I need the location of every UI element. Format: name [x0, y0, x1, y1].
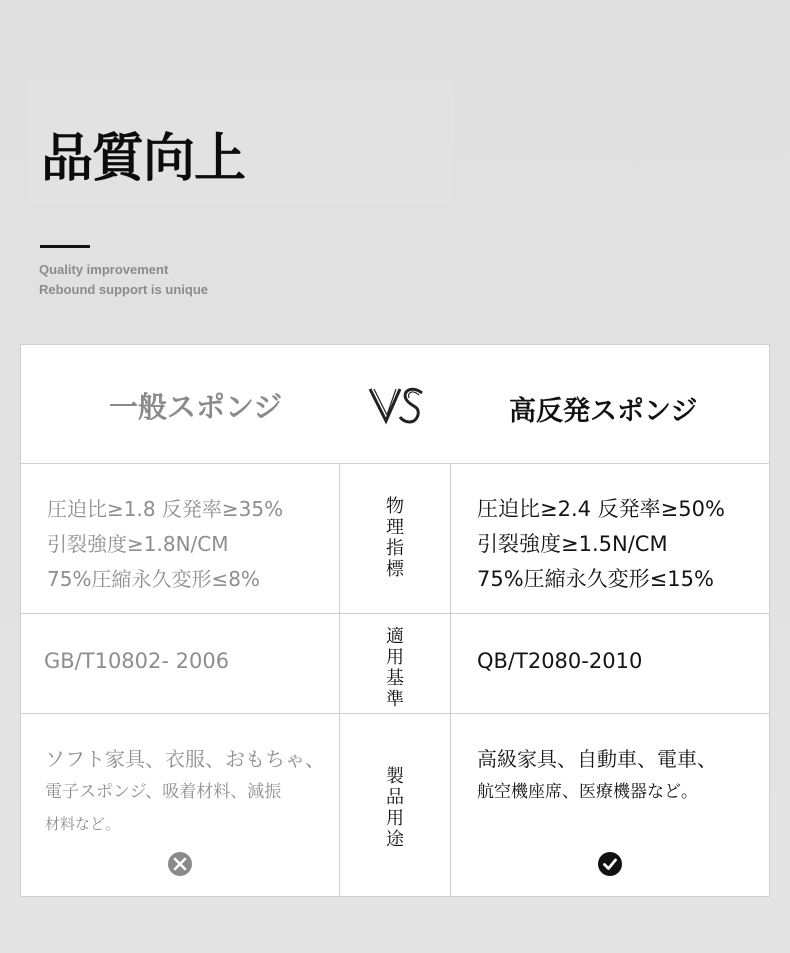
subtitle-line-1: Quality improvement	[39, 262, 169, 277]
divider	[21, 463, 769, 464]
right-standard	[477, 649, 642, 673]
divider	[339, 463, 340, 897]
right-heading: 高反発スポンジ	[509, 396, 698, 427]
usage-line: ソフト家具、衣服、おもちゃ、	[45, 747, 325, 771]
left-heading: 一般スポンジ	[109, 390, 283, 424]
vs-logo	[368, 383, 426, 429]
divider	[21, 713, 769, 714]
category-standard: 適用基準	[386, 626, 404, 710]
x-circle-icon	[168, 852, 192, 876]
spec-line: 引裂強度≥1.5N/CM	[477, 532, 668, 556]
spec-line: 圧迫比≥1.8 反発率≥35%	[47, 497, 284, 521]
spec-line: 引裂強度≥1.8N/CM	[47, 532, 229, 556]
title-underline	[40, 245, 90, 248]
right-physical-spec	[477, 493, 725, 598]
category-physical: 物理指標	[386, 496, 404, 580]
left-usage	[45, 743, 325, 843]
standard-text: GB/T10802- 2006	[44, 649, 230, 673]
spec-line: 圧迫比≥2.4 反発率≥50%	[477, 497, 725, 521]
standard-text: QB/T2080-2010	[477, 649, 643, 673]
usage-line: 高級家具、自動車、電車、	[477, 747, 717, 771]
spec-line: 75%圧縮永久変形≤8%	[47, 567, 260, 591]
usage-line: 電子スポンジ、吸着材料、減振	[45, 782, 282, 802]
check-circle-icon	[598, 852, 622, 876]
left-physical-spec	[47, 493, 283, 598]
subtitle-line-2: Rebound support is unique	[39, 282, 208, 297]
category-usage: 製品用途	[386, 766, 404, 850]
page-title: 品質向上	[41, 129, 246, 189]
usage-line: 航空機座席、医療機器など。	[477, 782, 698, 802]
divider	[450, 463, 451, 897]
usage-line: 材料など。	[45, 815, 121, 833]
spec-line: 75%圧縮永久変形≤15%	[477, 567, 714, 591]
comparison-table	[20, 344, 770, 897]
divider	[21, 613, 769, 614]
left-standard	[44, 649, 229, 673]
right-usage	[477, 743, 717, 807]
